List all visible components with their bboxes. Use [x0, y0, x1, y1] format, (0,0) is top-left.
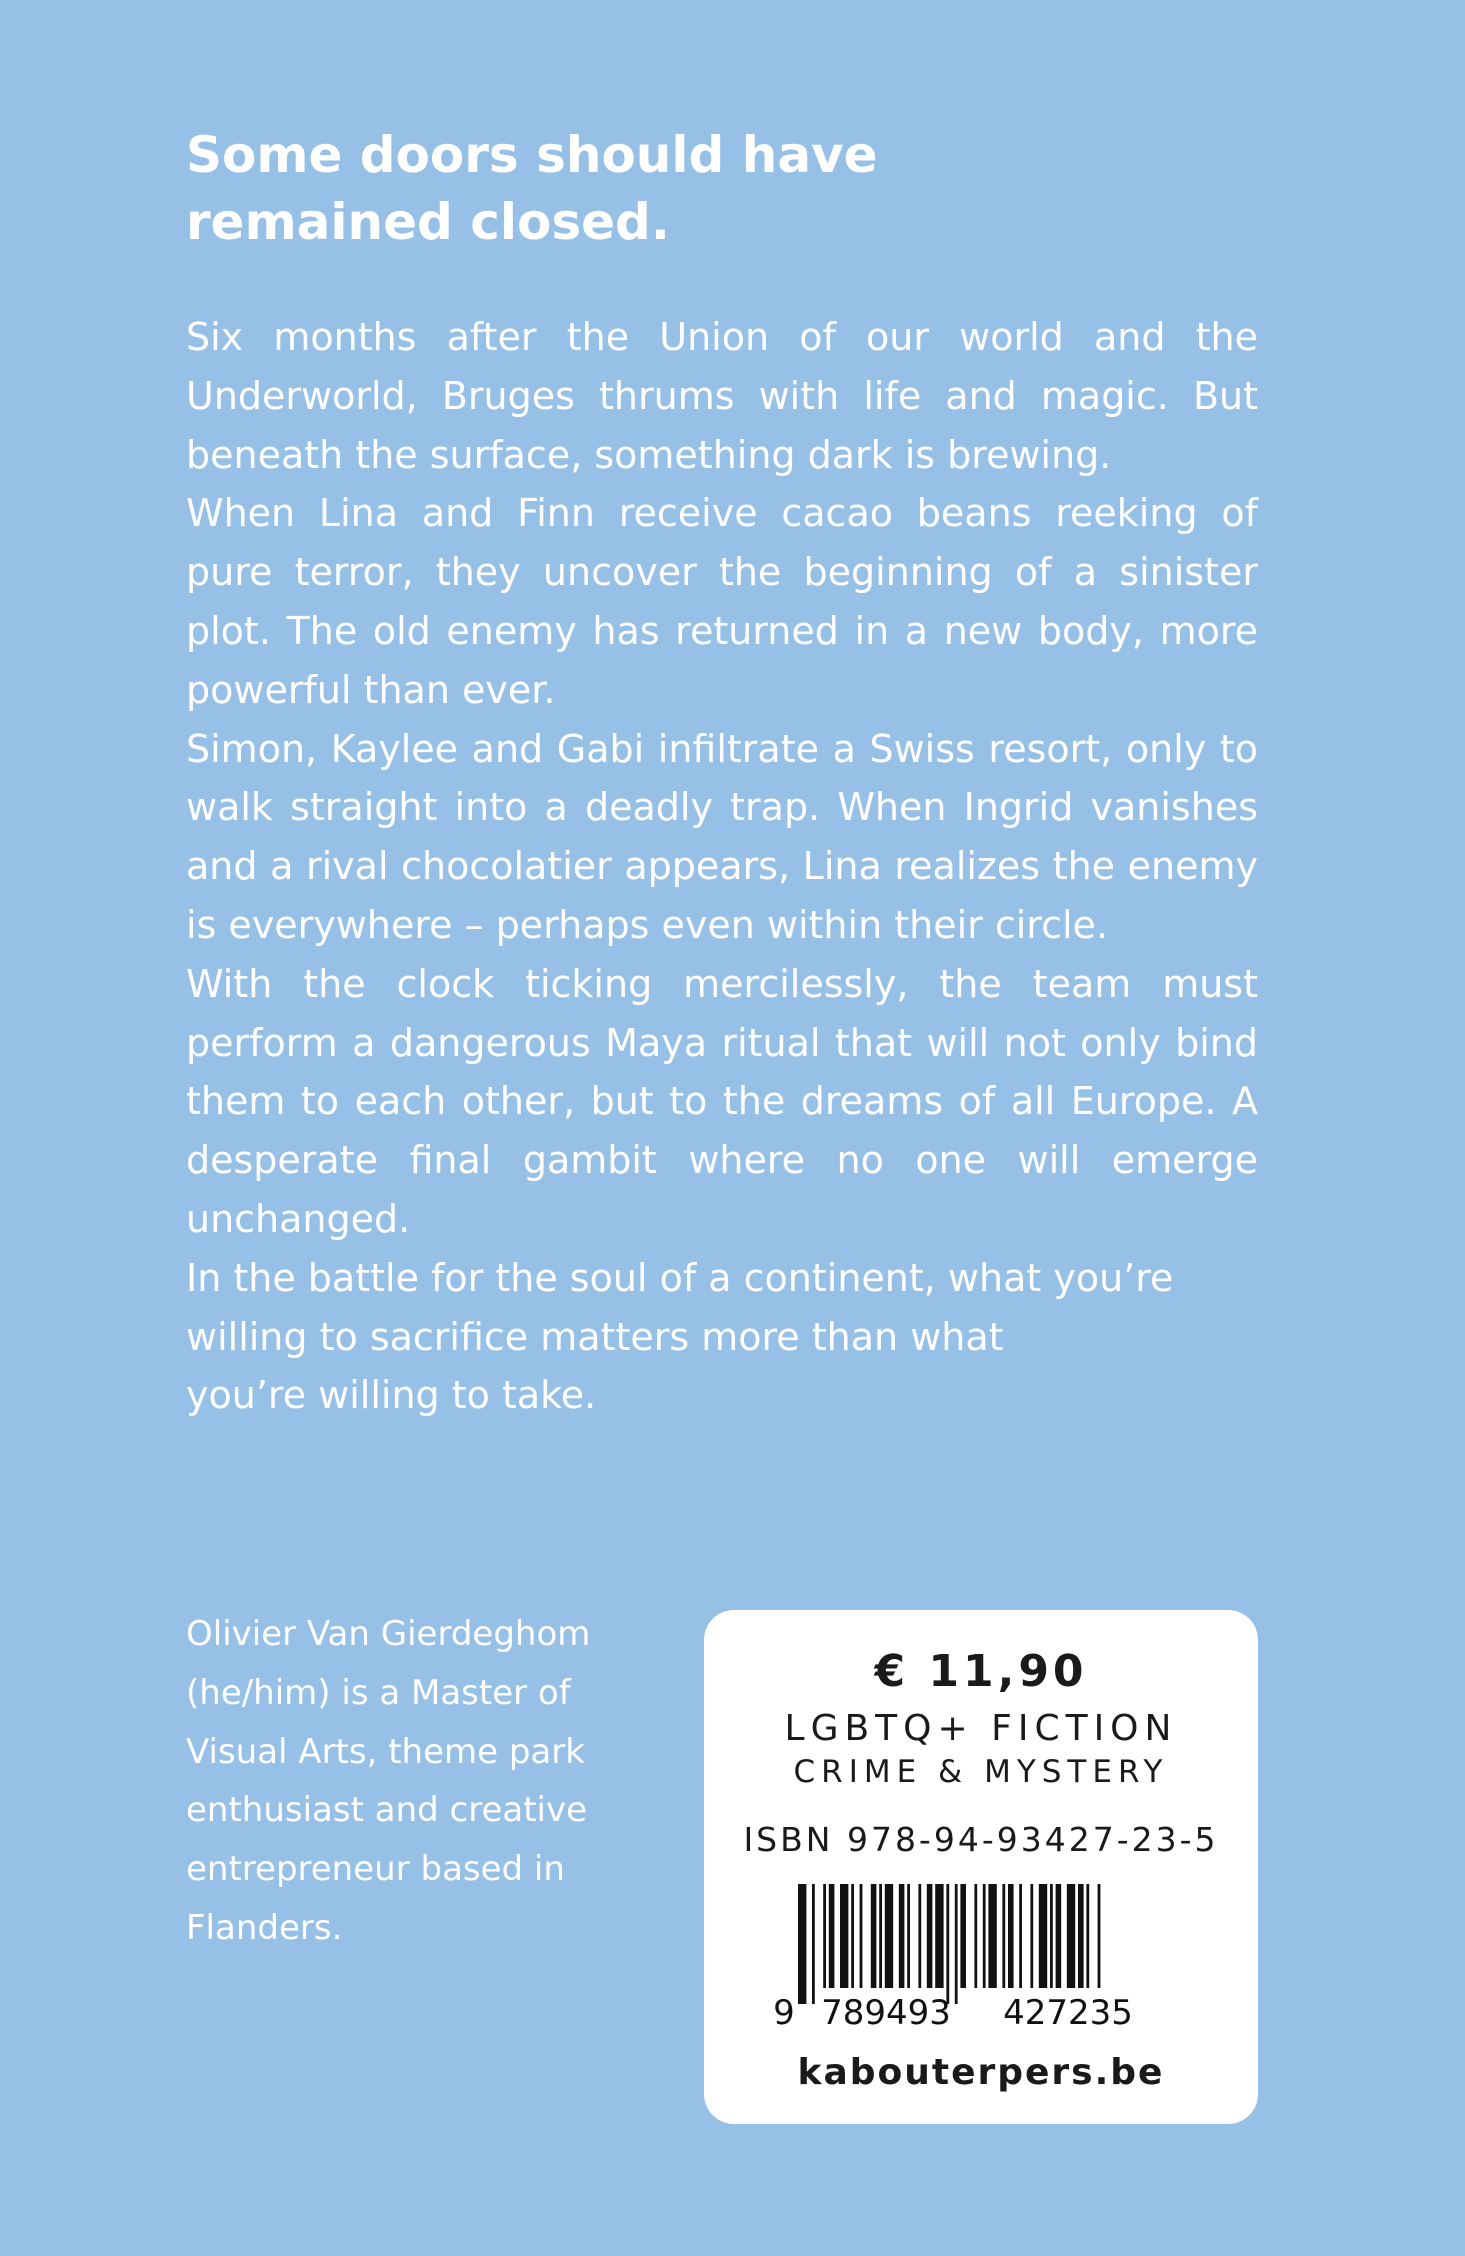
tagline-line-1: Some doors should have: [186, 126, 878, 184]
barcode-bar: [1030, 1884, 1033, 1988]
price-box: [704, 1610, 1258, 2124]
barcode-bar: [927, 1884, 933, 1988]
barcode-bar: [1086, 1884, 1089, 1988]
barcode-bar: [918, 1884, 921, 1988]
barcode: [770, 1880, 1190, 2030]
author-bio-line: (he/him) is a Master of: [186, 1672, 571, 1713]
barcode-bar: [1078, 1884, 1084, 1988]
blurb-paragraph: Simon, Kaylee and Gabi infiltrate a Swiss resort, only to walk straight into a deadly trap. When Ingrid vanishes and a rival chocolatier appears, Lina realizes the enemy is everywhere – perhaps even within their circle.: [186, 726, 1258, 947]
tagline: [186, 122, 1086, 256]
barcode-bar: [1008, 1884, 1014, 1988]
author-bio: [186, 1605, 626, 1958]
barcode-bar: [935, 1884, 943, 1988]
barcode-bar: [955, 1884, 958, 2004]
blurb-closing-line-1: In the battle for the soul of a continent, what you’re willing to sacrifice matters more than what: [186, 1255, 1174, 1359]
barcode-bar: [829, 1884, 835, 1988]
genre-secondary: CRIME & MYSTERY: [793, 1754, 1169, 1790]
barcode-bar: [988, 1884, 996, 1988]
author-bio-line: Olivier Van Gierdeghom: [186, 1614, 591, 1654]
barcode-digits-left: 789493: [821, 1993, 951, 2030]
barcode-bar: [812, 1884, 815, 2004]
barcode-bar: [879, 1884, 882, 1988]
barcode-bar: [1098, 1884, 1101, 1988]
barcode-bar: [983, 1884, 986, 1988]
barcode-bar: [860, 1884, 863, 1988]
tagline-line-2: remained closed.: [186, 193, 670, 251]
barcode-bar: [851, 1884, 854, 1988]
barcode-bar: [1019, 1884, 1022, 1988]
barcode-bar: [798, 1884, 806, 2004]
author-bio-line: enthusiast and creative: [186, 1790, 588, 1831]
isbn: ISBN 978-94-93427-23-5: [743, 1820, 1219, 1859]
blurb-paragraph: When Lina and Finn receive cacao beans reeking of pure terror, they uncover the beginning of a sinister plot. The old enemy has returned in a new body, more powerful than ever.: [186, 491, 1258, 712]
barcode-bar: [823, 1884, 826, 1988]
barcode-bar: [946, 1884, 949, 2004]
blurb-paragraph: Six months after the Union of our world and the Underworld, Bruges thrums with life and magic. But beneath the surface, something dark is brewing.: [186, 315, 1258, 477]
barcode-bar: [960, 1884, 966, 1988]
blurb-closing-line-2: you’re willing to take.: [186, 1373, 597, 1418]
barcode-bar: [1056, 1884, 1062, 1988]
barcode-bar: [907, 1884, 910, 1988]
blurb: [186, 308, 1258, 1425]
barcode-bar: [1002, 1884, 1005, 1988]
barcode-bar: [1039, 1884, 1047, 1988]
blurb-paragraph: With the clock ticking mercilessly, the team must perform a dangerous Maya ritual that will not only bind them to each other, but to the dreams of all Europe. A desperate final gambit where no one will emerge unchanged.: [186, 961, 1258, 1241]
barcode-digits-right: 427235: [1003, 1993, 1133, 2030]
author-bio-line: entrepreneur based in: [186, 1849, 565, 1890]
barcode-bar: [840, 1884, 848, 1988]
barcode-digit-first: 9: [773, 1993, 795, 2030]
barcode-bar: [1050, 1884, 1053, 1988]
publisher-website: kabouterpers.be: [797, 2052, 1165, 2093]
author-bio-line: Visual Arts, theme park: [186, 1731, 585, 1772]
barcode-bar: [871, 1884, 877, 1988]
barcode-bar: [1067, 1884, 1075, 1988]
barcode-bar: [974, 1884, 977, 1988]
author-bio-line: Flanders.: [186, 1907, 343, 1948]
barcode-bar: [885, 1884, 893, 1988]
price: € 11,90: [874, 1646, 1088, 1697]
barcode-bar: [899, 1884, 905, 1988]
blurb-closing: [186, 1249, 1258, 1425]
genre-primary: LGBTQ+ FICTION: [784, 1708, 1178, 1749]
